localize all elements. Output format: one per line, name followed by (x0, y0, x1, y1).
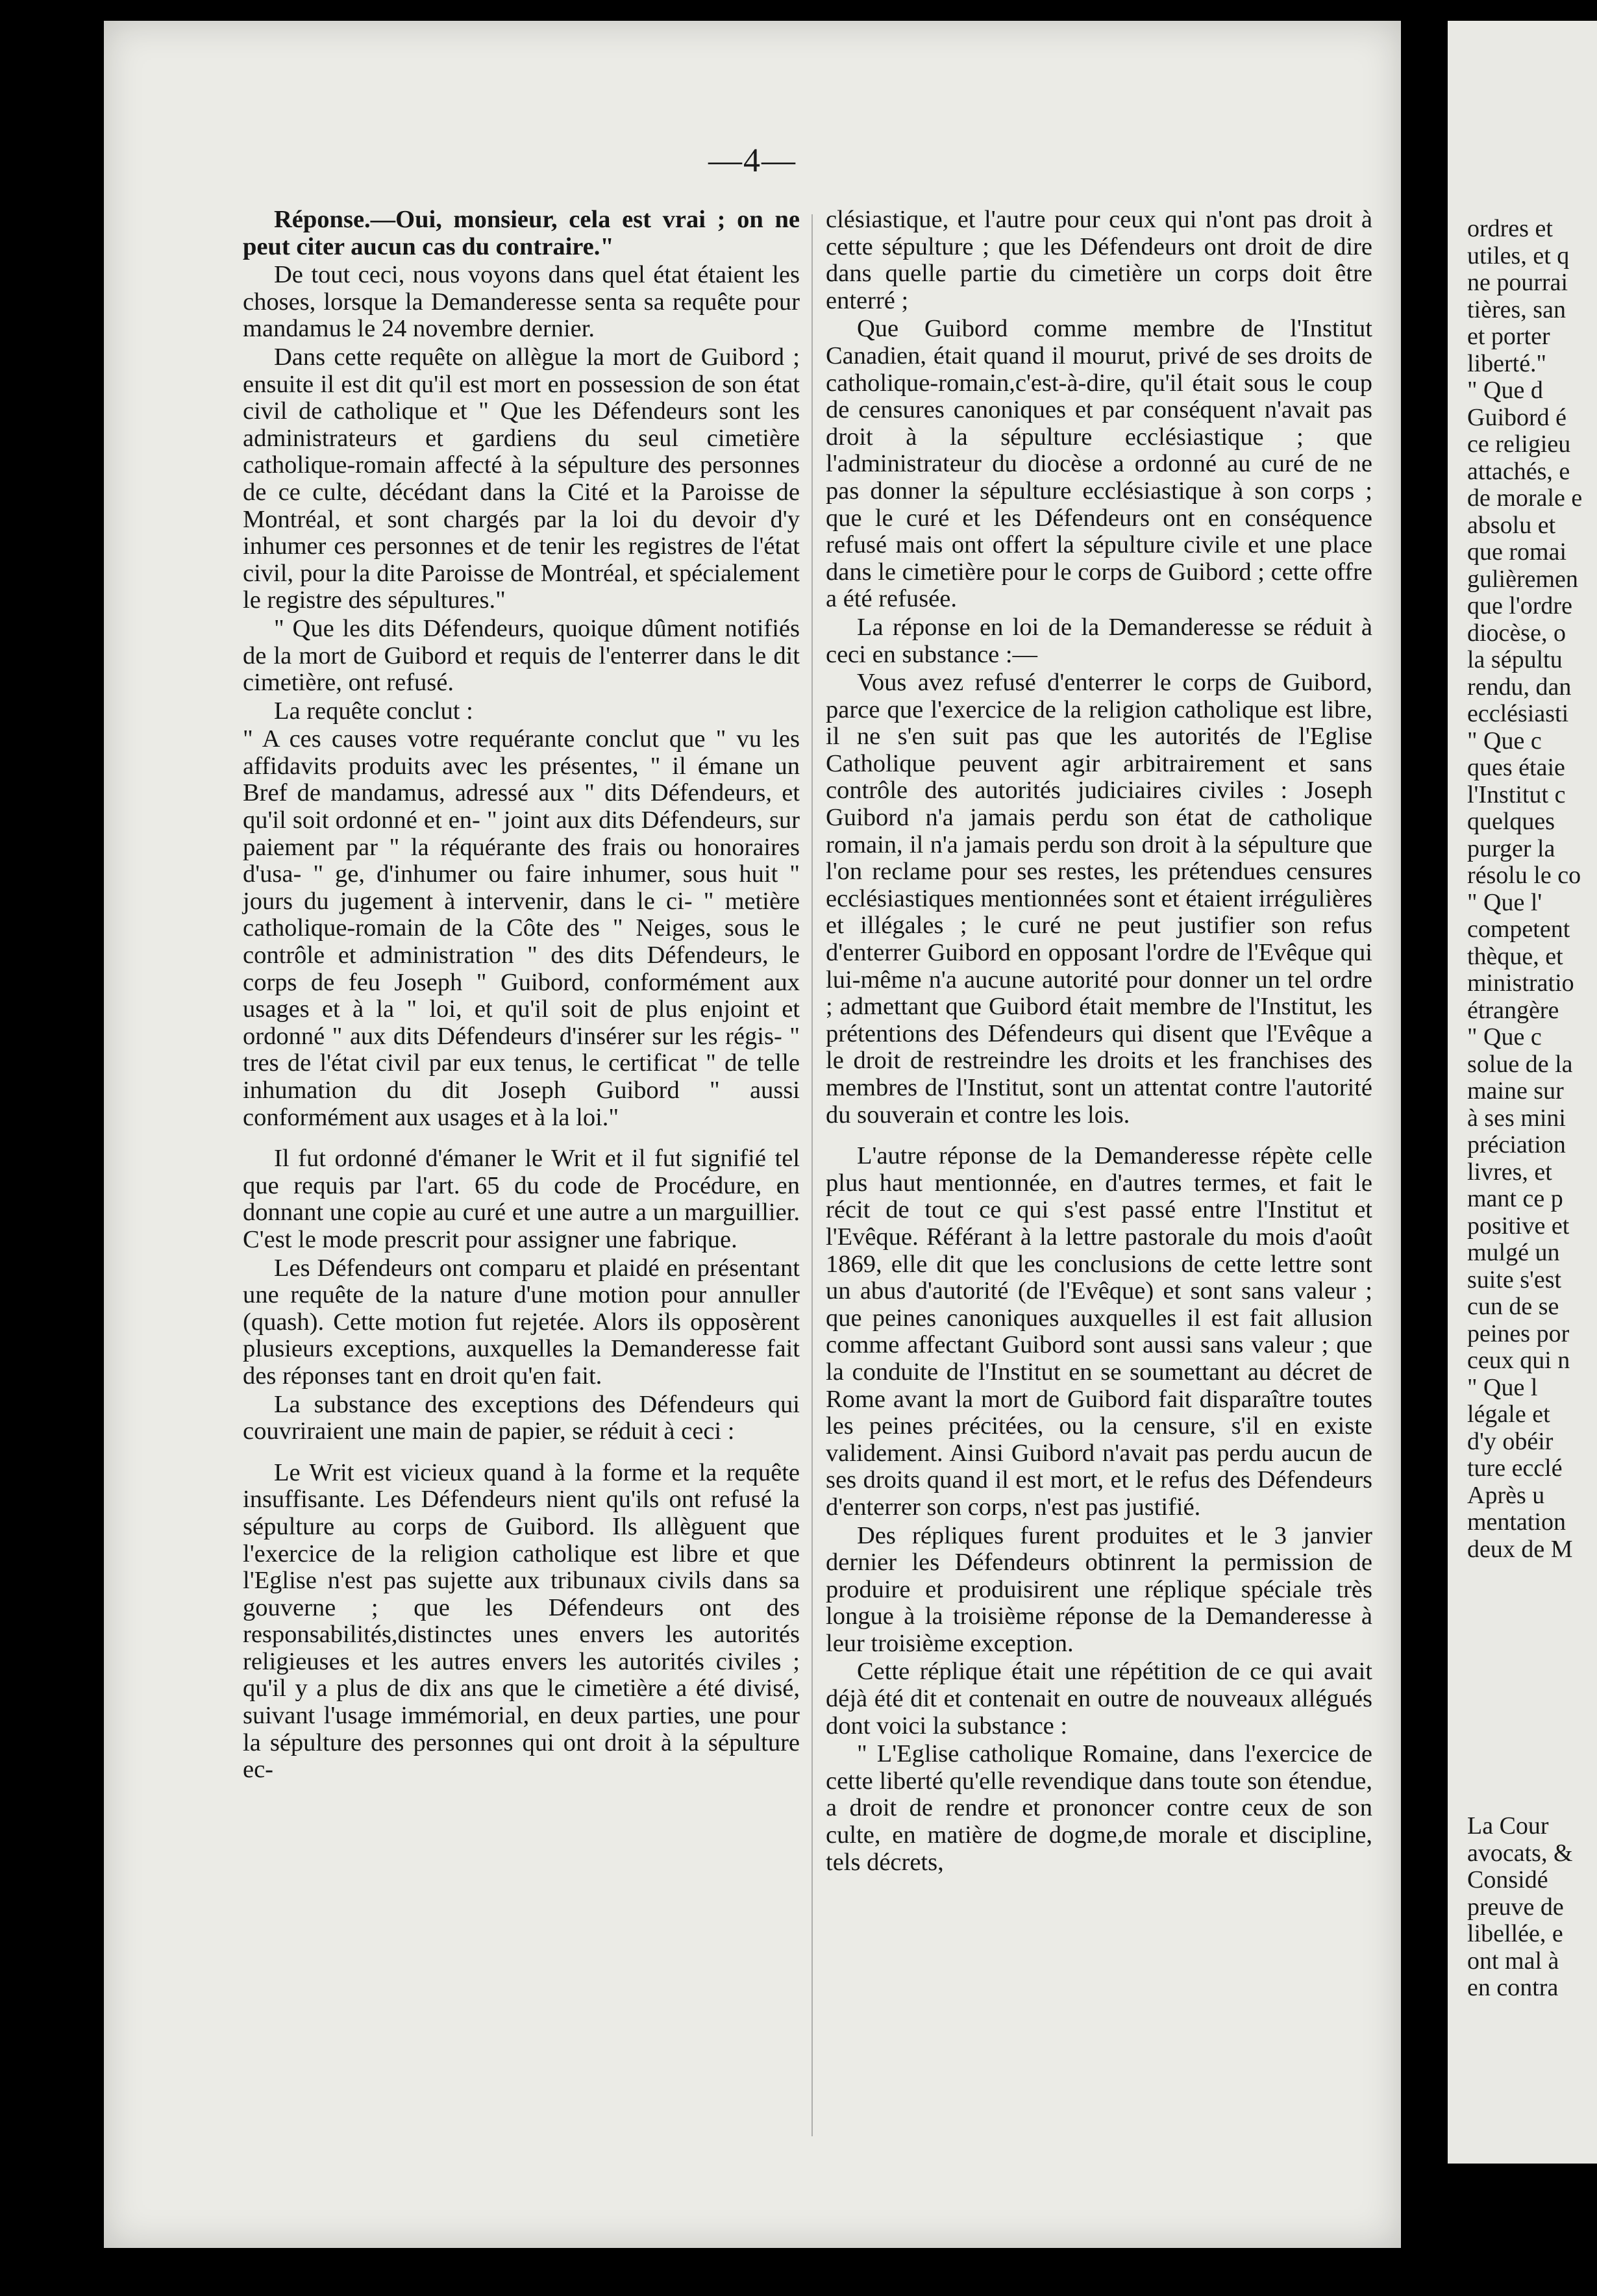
next-page-line: La Cour (1467, 1812, 1549, 1840)
next-page-line: résolu le co (1467, 862, 1581, 889)
next-page-line: rendu, dan (1467, 673, 1572, 701)
next-page-line: solue de la (1467, 1050, 1573, 1078)
next-page-line: ceux qui n (1467, 1347, 1570, 1374)
next-page-line: preuve de (1467, 1893, 1564, 1921)
left-column-paragraph: Dans cette requête on allègue la mort de Guibord ; ensuite il est dit qu'il est mort en possession de son état civil de catholique et " Que les Défendeurs sont les administrateurs et gardiens du seul cimetière catholique-romain affecté à la sépulture des personnes de ce culte, décédant dans la Cité et la Paroisse de Montréal, et sont chargés par la loi du devoir d'y inhumer ces personnes et de tenir les registres de l'état civil, pour la dite Paroisse de Montréal, et spécialement le registre des sépultures." (243, 343, 800, 614)
next-page-sheet (1448, 21, 1597, 2164)
left-column-paragraph: " Que les dits Défendeurs, quoique dûment notifiés de la mort de Guibord et requis de l'enterrer dans le dit cimetière, ont refusé. (243, 614, 800, 697)
page-number: —4— (708, 142, 797, 179)
next-page-line: " Que l (1467, 1373, 1538, 1401)
next-page-line: peines por (1467, 1319, 1570, 1347)
next-page-line: et porter (1467, 323, 1550, 350)
left-column-paragraph: La requête conclut : (274, 697, 473, 725)
next-page-line: légale et (1467, 1401, 1550, 1428)
next-page-line: " Que l' (1467, 888, 1542, 916)
next-page-line: en contra (1467, 1974, 1559, 2001)
next-page-line: ne pourrai (1467, 269, 1568, 296)
left-column-paragraph: Il fut ordonné d'émaner le Writ et il fut signifié tel que requis par l'art. 65 du code de Procédure, en donnant une copie au curé et une autre a un marguillier. C'est le mode prescrit pour assigner une fabrique. (243, 1145, 800, 1253)
next-page-line: ques étaie (1467, 754, 1565, 781)
next-page-line: Considé (1467, 1866, 1548, 1893)
next-page-line: " Que c (1467, 727, 1542, 755)
left-column (243, 206, 800, 1784)
next-page-line: liberté." (1467, 349, 1547, 377)
next-page-line: suite s'est (1467, 1266, 1562, 1293)
next-page-line: préciation (1467, 1131, 1566, 1158)
right-column-paragraph: " L'Eglise catholique Romaine, dans l'exercice de cette liberté qu'elle revendique dans toute son étendue, a droit de rendre et prononcer contre ceux de son culte, en matière de dogme,de morale et discipline, tels décrets, (826, 1740, 1372, 1876)
left-column-paragraph: La substance des exceptions des Défendeurs qui couvriraient une main de papier, se réduit à ceci : (243, 1390, 800, 1445)
next-page-line: que romai (1467, 538, 1567, 566)
next-page-line: utiles, et q (1467, 242, 1570, 269)
next-page-line: l'Institut c (1467, 780, 1566, 808)
next-page-line: maine sur (1467, 1077, 1564, 1104)
left-column-paragraph: Le Writ est vicieux quand à la forme et la requête insuffisante. Les Défendeurs nient qu'ils ont refusé la sépulture au corps de Guibord. Ils allèguent que l'exercice de la religion catholique est libre et que l'Eglise n'est pas sujette aux tribunaux civils dans sa gouverne ; que les Défendeurs ont des responsabilités,distinctes unes envers les autorités religieuses et les autres envers les autorités civiles ; qu'il y a plus de dix ans que le cimetière a été divisé, suivant l'usage immémorial, en deux parties, une pour la sépulture des personnes qui ont droit à la sépulture ec- (243, 1458, 800, 1784)
next-page-line: ture ecclé (1467, 1454, 1563, 1482)
next-page-line: à ses mini (1467, 1104, 1566, 1132)
next-page-line: ordres et (1467, 215, 1553, 242)
next-page-line: Après u (1467, 1481, 1545, 1509)
left-column-paragraph: De tout ceci, nous voyons dans quel état étaient les choses, lorsque la Demanderesse senta sa requête pour mandamus le 24 novembre dernier. (243, 261, 800, 343)
next-page-line: que l'ordre (1467, 592, 1572, 619)
left-column-paragraph: Réponse.—Oui, monsieur, cela est vrai ; on ne peut citer aucun cas du contraire." (243, 206, 800, 260)
right-column-paragraph: La réponse en loi de la Demanderesse se réduit à ceci en substance :— (826, 613, 1372, 668)
next-page-line: quelques (1467, 808, 1555, 835)
next-page-line: ministratio (1467, 969, 1574, 997)
left-column-paragraph: Les Défendeurs ont comparu et plaidé en présentant une requête de la nature d'une motion pour annuller (quash). Cette motion fut rejetée. Alors ils opposèrent plusieurs exceptions, auxquelles la Demanderesse fait des réponses tant en droit qu'en fait. (243, 1254, 800, 1390)
next-page-line: attachés, e (1467, 457, 1570, 485)
next-page-line: " Que d (1467, 377, 1543, 404)
right-column-paragraph: clésiastique, et l'autre pour ceux qui n'ont pas droit à cette sépulture ; que les Défendeurs ont droit de dire dans quelle partie du cimetière un corps doit être enterré ; (826, 206, 1372, 314)
next-page-line: gulièremen (1467, 565, 1578, 593)
next-page-line: avocats, & (1467, 1839, 1573, 1867)
next-page-line: mant ce p (1467, 1185, 1563, 1212)
next-page-line: thèque, et (1467, 942, 1563, 970)
right-column-paragraph: Cette réplique était une répétition de ce qui avait déjà été dit et contenait en outre de nouveaux allégués dont voici la substance : (826, 1658, 1372, 1740)
next-page-line: ont mal à (1467, 1947, 1559, 1975)
next-page-bottom-column (1467, 1813, 1597, 2002)
next-page-line: étrangère (1467, 996, 1559, 1024)
next-page-line: cun de se (1467, 1293, 1559, 1320)
next-page-line: Guibord é (1467, 403, 1567, 431)
right-column-paragraph: Vous avez refusé d'enterrer le corps de Guibord, parce que l'exercice de la religion catholique est libre, il ne s'en suit pas que les autorités de l'Eglise Catholique peuvent agir arbitrairement et sans contrôle des autorités judiciaires civiles : Joseph Guibord n'a jamais perdu son état de catholique romain, il n'a jamais perdu son droit à la sépulture que l'on reclame pour ses restes, les prétendues censures ecclésiastiques mentionnées sont et étaient irrégulières et illégales ; le curé ne peut justifier son refus d'enterrer Guibord en opposant l'ordre de l'Evêque qui lui-même n'a aucune autorité pour donner un tel ordre ; admettant que Guibord était membre de l'Institut, les prétentions des Défendeurs qui disent que l'Evêque a le droit de restreindre les droits et les franchises des membres de l'Institut, sont un attentat contre l'autorité du souverain et contre les lois. (826, 669, 1372, 1129)
page-gutter (1401, 0, 1448, 2296)
next-page-line: de morale e (1467, 484, 1583, 512)
left-column-paragraph: " A ces causes votre requérante conclut que " vu les affidavits produits avec les présentes, " il émane un Bref de mandamus, adressé aux " dits Défendeurs, et qu'il soit ordonné et en- " joint aux dits Défendeurs, sur paiement par " la réquérante des frais ou honoraires d'usa- " ge, d'inhumer ou faire inhumer, sous huit " jours du jugement à intervenir, dans le ci- " metière catholique-romain de la Côte des " Neiges, sous le contrôle et administration " des dits Défendeurs, le corps de feu Joseph " Guibord, conformément aux usages et à la " loi, et qu'il soit de plus enjoint et ordonné " aux dits Défendeurs d'insérer sur les régis- " tres de l'état civil par eux tenus, le certificat " de telle inhumation du dit Joseph Guibord " aussi conformément aux usages et à la loi." (243, 725, 800, 1131)
next-page-line: " Que c (1467, 1023, 1542, 1051)
next-page-line: ecclésiasti (1467, 700, 1569, 727)
column-rule (811, 214, 813, 2136)
next-page-line: diocèse, o (1467, 619, 1566, 647)
right-column-paragraph: Que Guibord comme membre de l'Institut Canadien, était quand il mourut, privé de ses droits de catholique-romain,c'est-à-dire, qu'il était sous le coup de censures canoniques et par conséquent n'avait pas droit à la sépulture ecclésiastique ; que l'administrateur du diocèse a ordonné au curé de ne pas donner la sépulture ecclésiastique à son corps ; que le curé et les Défendeurs ont en conséquence refusé mais ont offert la sépulture civile et une place dans le cimetière pour le corps de Guibord ; cette offre a été refusée. (826, 315, 1372, 613)
next-page-line: libellée, e (1467, 1920, 1563, 1947)
next-page-line: purger la (1467, 834, 1555, 862)
right-column-paragraph: Des répliques furent produites et le 3 janvier dernier les Défendeurs obtinrent la permission de produire et produisirent une réplique spéciale très longue à la troisième réponse de la Demanderesse à leur troisième exception. (826, 1521, 1372, 1657)
next-page-line: absolu et (1467, 511, 1556, 539)
next-page-line: tières, san (1467, 295, 1566, 323)
right-column (826, 206, 1372, 1876)
next-page-line: competent (1467, 916, 1570, 943)
next-page-line: mulgé un (1467, 1239, 1560, 1266)
next-page-line: d'y obéir (1467, 1427, 1554, 1455)
right-column-paragraph: L'autre réponse de la Demanderesse répète celle plus haut mentionnée, en d'autres termes, et fait le récit de tout ce qui s'est passé entre l'Institut et l'Evêque. Référant à la lettre pastorale du mois d'août 1869, elle dit que les conclusions de cette lettre sont un abus d'autorité (de l'Evêque) et sont sans valeur ; que peines canoniques auxquelles il est fait allusion comme affectant Guibord sont aussi sans valeur ; que la conduite de l'Institut en se soumettant au décret de Rome avant la mort de Guibord fait disparaître toutes les peines précitées, ou la censure, s'il en existe validement. Ainsi Guibord n'avait pas perdu aucun de ses droits quand il est mort, et le refus des Défendeurs d'enterrer son corps, n'est pas justifié. (826, 1142, 1372, 1521)
next-page-line: positive et (1467, 1212, 1570, 1240)
next-page-line: mentation (1467, 1508, 1566, 1536)
next-page-line: deux de M (1467, 1535, 1573, 1563)
next-page-line: ce religieu (1467, 430, 1571, 458)
next-page-line: la sépultu (1467, 646, 1563, 673)
next-page-line: livres, et (1467, 1158, 1552, 1186)
next-page-column (1467, 216, 1597, 1563)
